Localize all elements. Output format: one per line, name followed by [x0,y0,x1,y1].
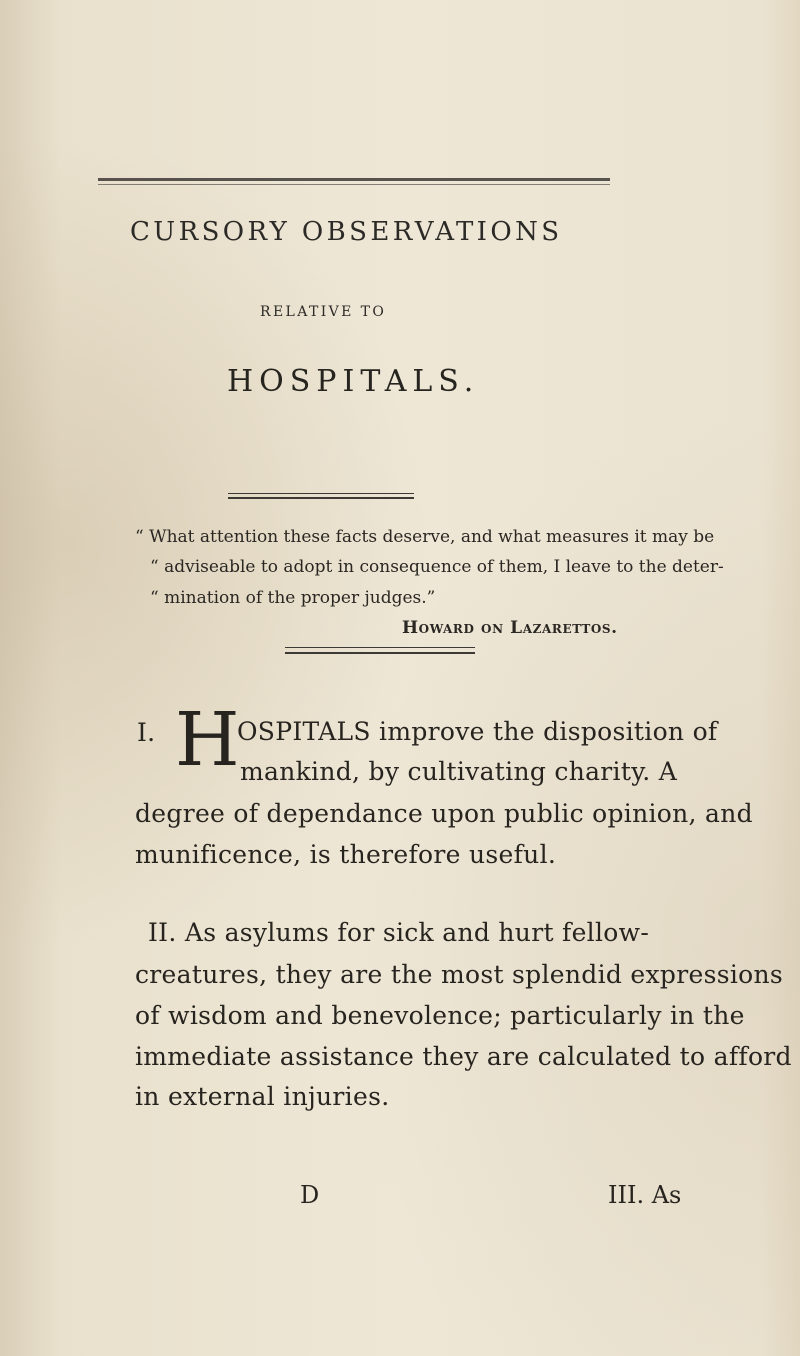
paragraph-2-line-5: in external injuries. [135,1082,390,1111]
paragraph-1-number: I. [137,718,156,747]
paragraph-2-line-2: creatures, they are the most splendid expressions [135,960,784,989]
top-rule [98,178,610,181]
paragraph-1-line-1: OSPITALS improve the disposition of [237,717,718,746]
paragraph-2-line-3: of wisdom and benevolence; particularly in the [135,1001,745,1030]
divider-rule-thin [228,493,414,494]
epigraph-attribution: Howard on Lazarettos. [402,618,618,638]
paragraph-2-line-4: immediate assistance they are calculated to afford [135,1042,792,1071]
divider-rule-thin-2 [285,647,475,648]
catchword: III. As [608,1181,682,1209]
signature-mark: D [300,1181,320,1209]
epigraph-line-3: “ mination of the proper judges.” [150,588,436,608]
page-subject: HOSPITALS. [227,364,480,399]
drop-cap: H [175,697,240,783]
paragraph-2-line-1: II. As asylums for sick and hurt fellow- [148,918,650,947]
top-rule-thin [98,184,610,185]
epigraph-line-2: “ adviseable to adopt in consequence of them, I leave to the deter- [150,557,724,577]
epigraph-line-1: “ What attention these facts deserve, and what measures it may be [135,527,715,547]
divider-rule [228,497,414,499]
divider-rule-2 [285,652,475,654]
paragraph-1-line-4: munificence, is therefore useful. [135,840,557,869]
paragraph-1-line-2: mankind, by cultivating charity. A [240,757,678,786]
paragraph-1-line-3: degree of dependance upon public opinion, and [135,799,753,828]
page-title: CURSORY OBSERVATIONS [130,217,563,247]
page-subtitle: RELATIVE TO [260,304,387,320]
